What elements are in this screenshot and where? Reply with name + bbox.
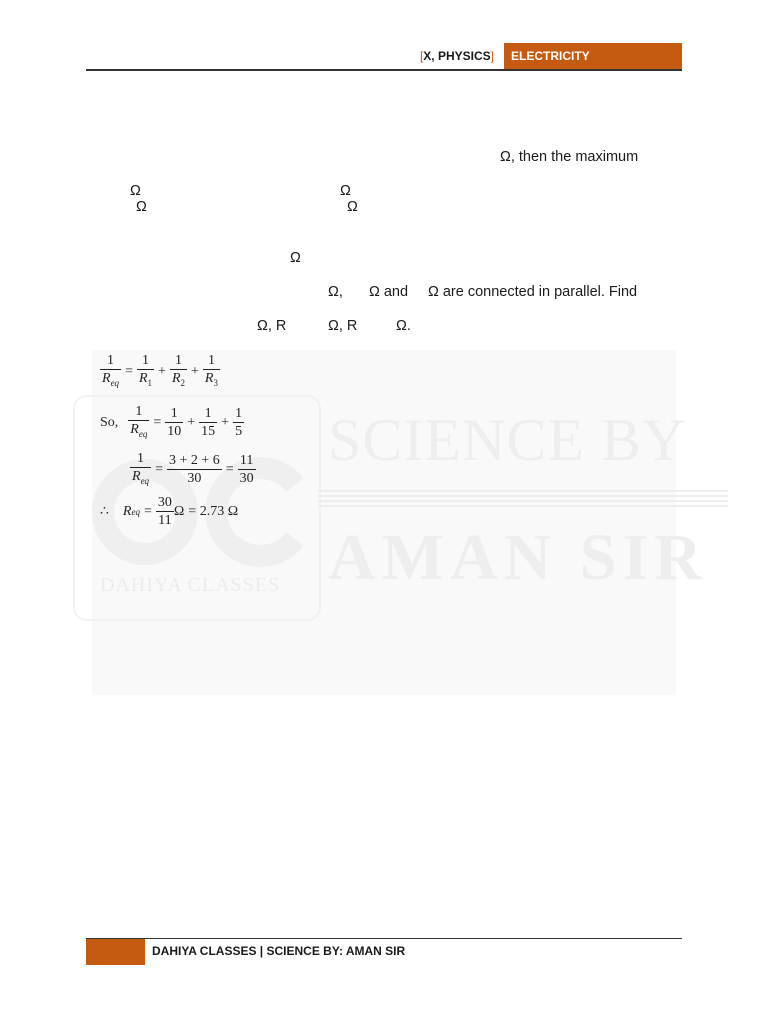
question-fragment: Ω, [328,284,343,300]
question-fragment: Ω [130,183,141,199]
question-fragment: Ω, then the maximum [500,149,639,165]
parallel-formula: $\frac{1}{R_{eq}}$ = $\frac{1}{R_1}$ + $\frac{1}{R_2}$ + $\frac{1}{R_3}$ [100,352,220,392]
question-fragment: Ω are connected in parallel. Find [428,284,638,300]
footer-divider [86,938,682,939]
header-chapter-badge: ELECTRICITY [504,43,682,70]
header-divider [86,69,682,71]
question-fragment: Ω [136,199,147,215]
question-fragment: Ω, R [328,318,358,334]
question-fragment: Ω and [369,284,409,300]
solution-step-2: $\frac{1}{R_{eq}}$ = $\frac{3 + 2 + 6}{30}$ = $\frac{11}{30}$ [130,450,256,490]
question-fragment: Ω, R [257,318,287,334]
header-subject: [X, PHYSICS] [419,49,494,63]
watermark-line-1: SCIENCE BY [328,407,687,473]
question-fragment: Ω [347,199,358,215]
question-fragment: Ω. [396,318,411,334]
solution-step-1: So, $\frac{1}{R_{eq}}$ = $\frac{1}{10}$ + $\frac{1}{15}$ + $\frac{1}{5}$ [100,403,244,443]
watermark-stripes [318,490,728,510]
question-fragment: Ω [290,250,301,266]
solution-step-3: ∴ R eq = $\frac{30}{11}$ Ω = 2.73 Ω [100,495,239,528]
watermark-line-2: AMAN SIR [328,521,708,594]
question-fragment: Ω [340,183,351,199]
footer-accent-block [86,939,145,965]
footer-text: DAHIYA CLASSES | SCIENCE BY: AMAN SIR [152,944,406,958]
watermark-logo-caption: DAHIYA CLASSES [100,574,281,596]
